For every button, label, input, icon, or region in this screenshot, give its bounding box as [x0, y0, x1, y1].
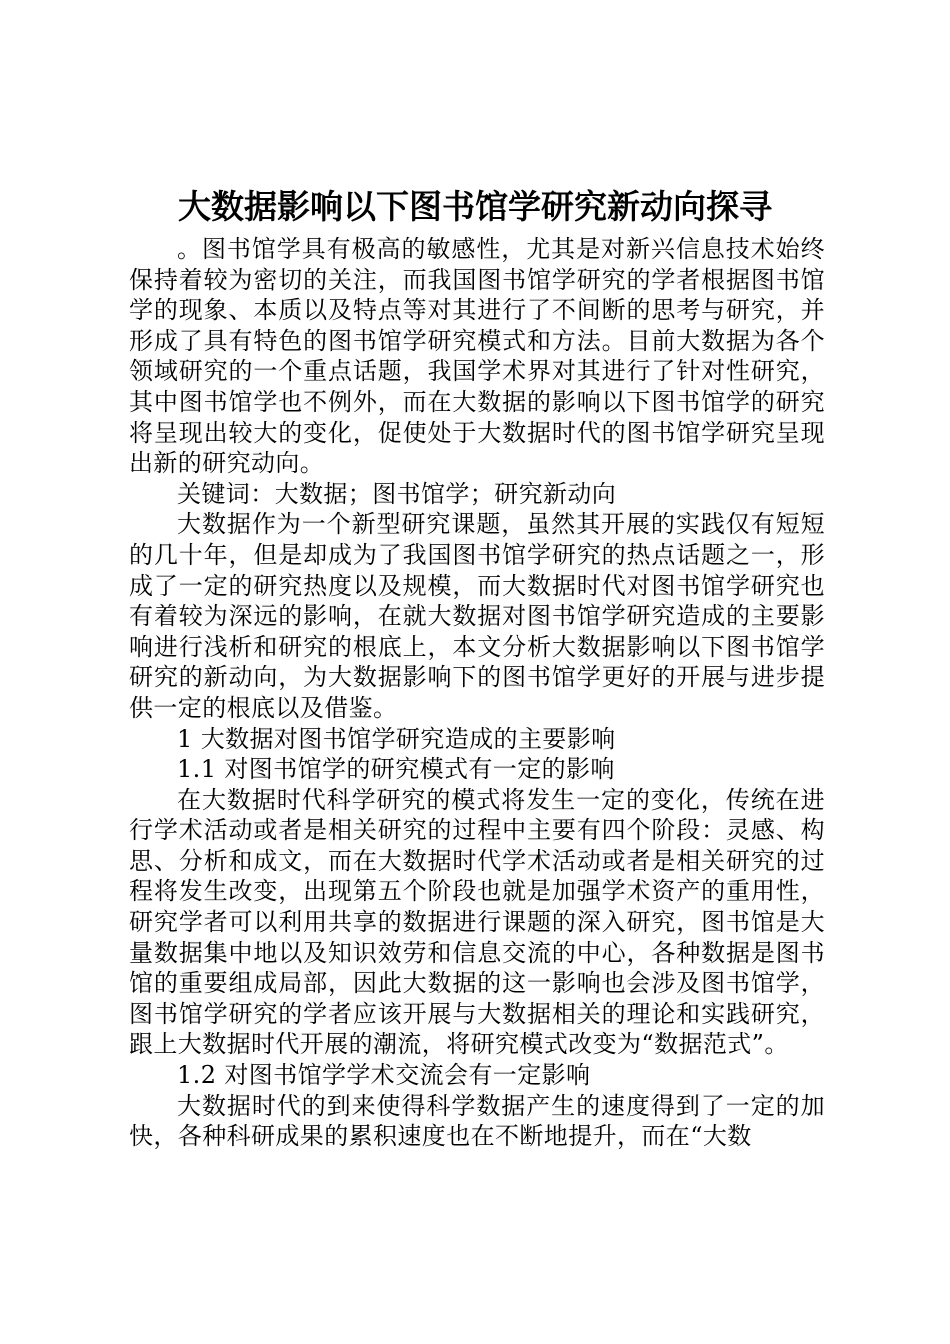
section-heading-1: 1 大数据对图书馆学研究造成的主要影响 [177, 724, 616, 753]
abstract-paragraph: 。图书馆学具有极高的敏感性，尤其是对新兴信息技术始终保持着较为密切的关注，而我国图书馆学研究的学者根据图书馆学的现象、本质以及特点等对其进行了不间断的思考与研究，并形成了具有特色的图书馆学研究模式和方法。目前大数据为各个领域研究的一个重点话题，我国学术界对其进行了针对性研究，其中图书馆学也不例外，而在大数据的影响以下图书馆学的研究将呈现出较大的变化，促使处于大数据时代的图书馆学研究呈现出新的研究动向。 [129, 235, 825, 478]
section-heading-1-1: 1.1 对图书馆学的研究模式有一定的影响 [177, 755, 615, 784]
keywords-paragraph: 关键词：大数据；图书馆学；研究新动向 [177, 479, 617, 508]
section-heading-1-2: 1.2 对图书馆学学术交流会有一定影响 [177, 1061, 591, 1090]
section-1-1-paragraph: 在大数据时代科学研究的模式将发生一定的变化，传统在进行学术活动或者是相关研究的过程中主要有四个阶段：灵感、构思、分析和成文，而在大数据时代学术活动或者是相关研究的过程将发生改变，出现第五个阶段也就是加强学术资产的重用性，研究学者可以利用共享的数据进行课题的深入研究，图书馆是大量数据集中地以及知识效劳和信息交流的中心，各种数据是图书馆的重要组成局部，因此大数据的这一影响也会涉及图书馆学，图书馆学研究的学者应该开展与大数据相关的理论和实践研究，跟上大数据时代开展的潮流，将研究模式改变为“数据范式”。 [129, 785, 825, 1059]
document-title: 大数据影响以下图书馆学研究新动向探寻 [178, 187, 772, 226]
document-body [129, 234, 825, 1152]
section-1-2-paragraph: 大数据时代的到来使得科学数据产生的速度得到了一定的加快，各种科研成果的累积速度也在不断地提升，而在“大数 [129, 1091, 825, 1151]
intro-paragraph: 大数据作为一个新型研究课题，虽然其开展的实践仅有短短的几十年，但是却成为了我国图书馆学研究的热点话题之一，形成了一定的研究热度以及规模，而大数据时代对图书馆学研究也有着较为深远的影响，在就大数据对图书馆学研究造成的主要影响进行浅析和研究的根底上，本文分析大数据影响以下图书馆学研究的新动向，为大数据影响下的图书馆学更好的开展与进步提供一定的根底以及借鉴。 [129, 510, 825, 722]
